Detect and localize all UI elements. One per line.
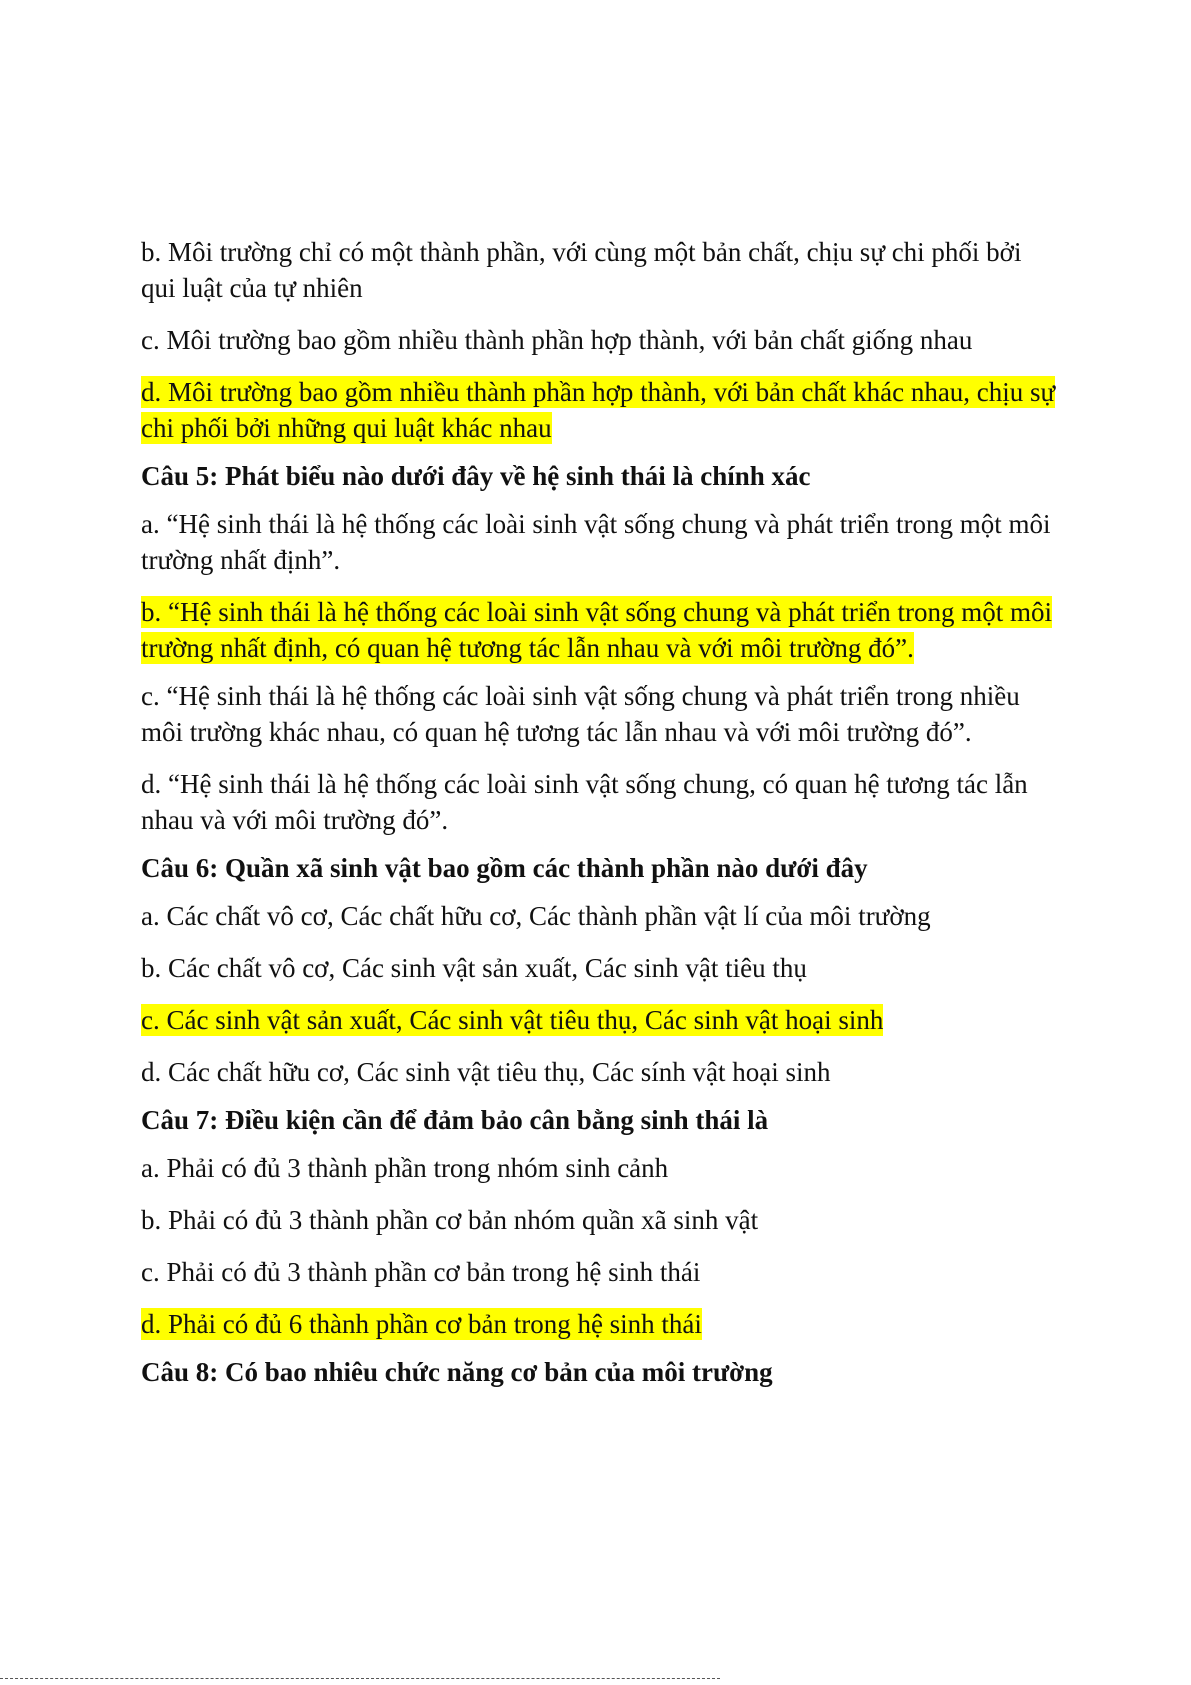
option-a-q7: a. Phải có đủ 3 thành phần trong nhóm sinh cảnh [141, 1153, 669, 1183]
option-c-q4: c. Môi trường bao gồm nhiều thành phần hợp thành, với bản chất giống nhau [141, 325, 973, 355]
option-b-q4: b. Môi trường chỉ có một thành phần, với cùng một bản chất, chịu sự chi phối bởi qui luật của tự nhiên [141, 237, 1022, 303]
option-d-q5: d. “Hệ sinh thái là hệ thống các loài sinh vật sống chung, có quan hệ tương tác lẫn nhau và với môi trường đó”. [141, 769, 1028, 835]
option-b-q5-answer [141, 594, 1061, 666]
option-c-q7: c. Phải có đủ 3 thành phần cơ bản trong hệ sinh thái [141, 1257, 701, 1287]
footer-divider [0, 1678, 720, 1679]
option-d-q4-answer [141, 374, 1061, 446]
option-b-q7: b. Phải có đủ 3 thành phần cơ bản nhóm quần xã sinh vật [141, 1205, 759, 1235]
highlight-mark: d. Phải có đủ 6 thành phần cơ bản trong hệ sinh thái [141, 1309, 702, 1339]
highlight-mark: b. “Hệ sinh thái là hệ thống các loài sinh vật sống chung và phát triển trong một môi trường nhất định, có quan hệ tương tác lẫn nhau và với môi trường đó”. [141, 597, 1053, 663]
option-d-q6: d. Các chất hữu cơ, Các sinh vật tiêu thụ, Các sính vật hoại sinh [141, 1057, 831, 1087]
document-content [141, 234, 1061, 1402]
option-a-q6: a. Các chất vô cơ, Các chất hữu cơ, Các thành phần vật lí của môi trường [141, 901, 931, 931]
highlight-mark: d. Môi trường bao gồm nhiều thành phần hợp thành, với bản chất khác nhau, chịu sự chi phối bởi những qui luật khác nhau [141, 377, 1056, 443]
option-b-q6: b. Các chất vô cơ, Các sinh vật sản xuất, Các sinh vật tiêu thụ [141, 953, 807, 983]
question-7: Câu 7: Điều kiện cần để đảm bảo cân bằng sinh thái là [141, 1105, 769, 1135]
question-5: Câu 5: Phát biểu nào dưới đây về hệ sinh thái là chính xác [141, 461, 811, 491]
question-6: Câu 6: Quần xã sinh vật bao gồm các thành phần nào dưới đây [141, 853, 868, 883]
option-d-q7-answer [141, 1306, 1061, 1342]
option-a-q5: a. “Hệ sinh thái là hệ thống các loài sinh vật sống chung và phát triển trong một môi trường nhất định”. [141, 509, 1051, 575]
question-8: Câu 8: Có bao nhiêu chức năng cơ bản của môi trường [141, 1357, 773, 1387]
option-c-q6-answer [141, 1002, 1061, 1038]
option-c-q5: c. “Hệ sinh thái là hệ thống các loài sinh vật sống chung và phát triển trong nhiều môi trường khác nhau, có quan hệ tương tác lẫn nhau và với môi trường đó”. [141, 681, 1020, 747]
highlight-mark: c. Các sinh vật sản xuất, Các sinh vật tiêu thụ, Các sinh vật hoại sinh [141, 1005, 884, 1035]
